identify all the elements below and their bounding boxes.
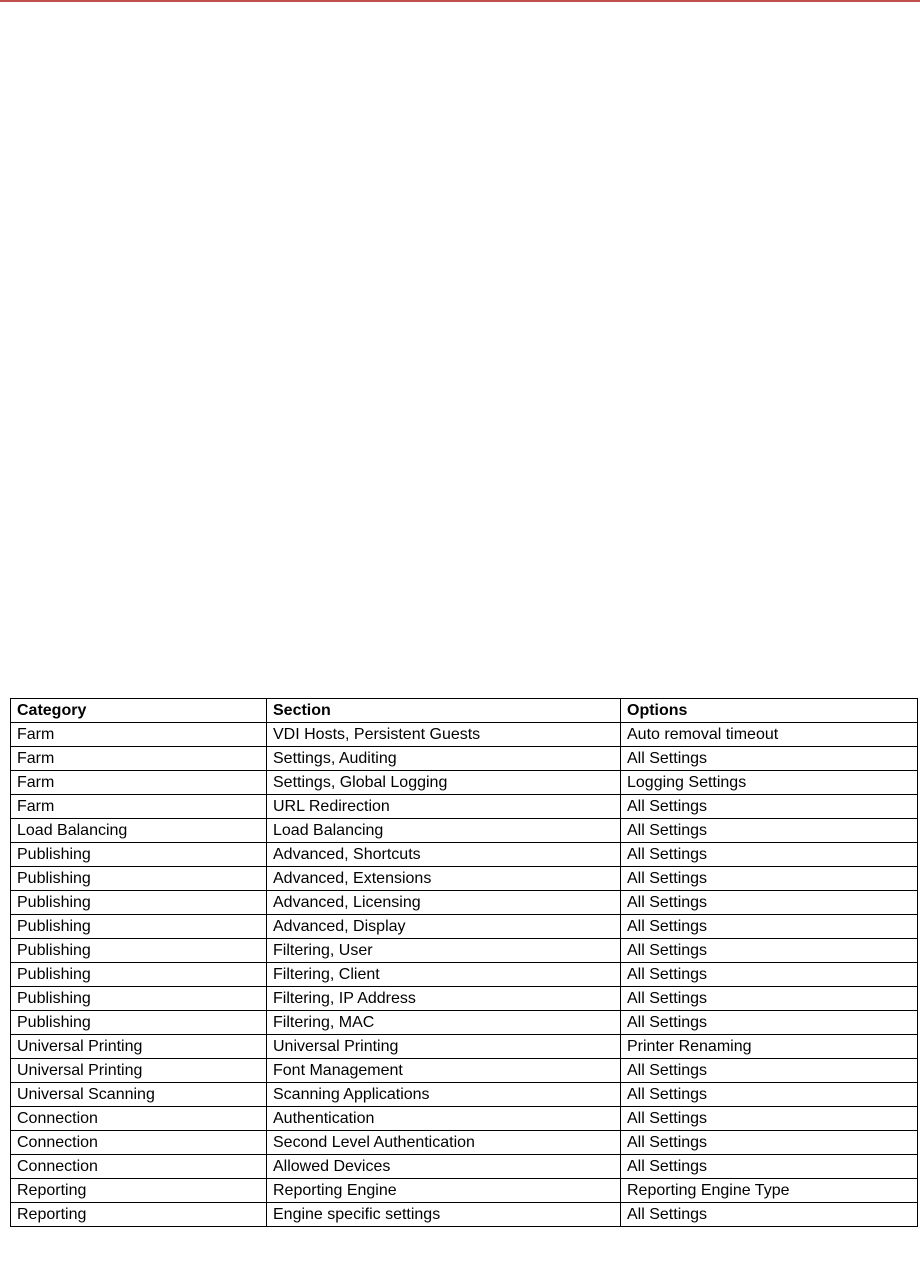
cell-category: Publishing bbox=[11, 939, 267, 963]
cell-category: Publishing bbox=[11, 843, 267, 867]
cell-category: Reporting bbox=[11, 1179, 267, 1203]
table-row bbox=[11, 963, 918, 987]
table-row bbox=[11, 1155, 918, 1179]
cell-section: Allowed Devices bbox=[267, 1155, 621, 1179]
table-row bbox=[11, 819, 918, 843]
cell-options: Logging Settings bbox=[621, 771, 918, 795]
cell-category: Farm bbox=[11, 795, 267, 819]
cell-section: Second Level Authentication bbox=[267, 1131, 621, 1155]
table-row bbox=[11, 723, 918, 747]
table-row bbox=[11, 1083, 918, 1107]
cell-category: Publishing bbox=[11, 915, 267, 939]
table-row bbox=[11, 1179, 918, 1203]
column-header-options: Options bbox=[621, 699, 918, 723]
cell-category: Publishing bbox=[11, 867, 267, 891]
cell-category: Publishing bbox=[11, 963, 267, 987]
cell-options: All Settings bbox=[621, 939, 918, 963]
cell-options: All Settings bbox=[621, 1083, 918, 1107]
cell-category: Farm bbox=[11, 771, 267, 795]
cell-section: VDI Hosts, Persistent Guests bbox=[267, 723, 621, 747]
cell-section: Authentication bbox=[267, 1107, 621, 1131]
table-row bbox=[11, 1011, 918, 1035]
cell-section: Engine specific settings bbox=[267, 1203, 621, 1227]
cell-section: Advanced, Shortcuts bbox=[267, 843, 621, 867]
cell-section: Advanced, Display bbox=[267, 915, 621, 939]
cell-category: Publishing bbox=[11, 891, 267, 915]
settings-table bbox=[10, 698, 918, 1227]
cell-options: Reporting Engine Type bbox=[621, 1179, 918, 1203]
cell-category: Publishing bbox=[11, 1011, 267, 1035]
cell-options: All Settings bbox=[621, 891, 918, 915]
cell-options: All Settings bbox=[621, 843, 918, 867]
cell-category: Connection bbox=[11, 1131, 267, 1155]
cell-section: Filtering, Client bbox=[267, 963, 621, 987]
cell-options: All Settings bbox=[621, 867, 918, 891]
cell-options: All Settings bbox=[621, 987, 918, 1011]
cell-options: Printer Renaming bbox=[621, 1035, 918, 1059]
column-header-section: Section bbox=[267, 699, 621, 723]
table-row bbox=[11, 891, 918, 915]
cell-section: Font Management bbox=[267, 1059, 621, 1083]
cell-category: Connection bbox=[11, 1155, 267, 1179]
table-row bbox=[11, 771, 918, 795]
table-row bbox=[11, 843, 918, 867]
cell-section: Filtering, User bbox=[267, 939, 621, 963]
cell-category: Connection bbox=[11, 1107, 267, 1131]
cell-category: Universal Printing bbox=[11, 1035, 267, 1059]
cell-section: Scanning Applications bbox=[267, 1083, 621, 1107]
table-row bbox=[11, 1059, 918, 1083]
table-row bbox=[11, 1131, 918, 1155]
header-rule bbox=[0, 0, 920, 2]
table-row bbox=[11, 867, 918, 891]
table-row bbox=[11, 939, 918, 963]
cell-category: Universal Printing bbox=[11, 1059, 267, 1083]
cell-section: Filtering, MAC bbox=[267, 1011, 621, 1035]
table-row bbox=[11, 1035, 918, 1059]
cell-section: Advanced, Extensions bbox=[267, 867, 621, 891]
cell-options: All Settings bbox=[621, 915, 918, 939]
cell-category: Farm bbox=[11, 747, 267, 771]
table-row bbox=[11, 987, 918, 1011]
table-row bbox=[11, 795, 918, 819]
cell-section: Settings, Auditing bbox=[267, 747, 621, 771]
column-header-category: Category bbox=[11, 699, 267, 723]
cell-section: URL Redirection bbox=[267, 795, 621, 819]
table-row bbox=[11, 1107, 918, 1131]
cell-options: All Settings bbox=[621, 1131, 918, 1155]
cell-options: All Settings bbox=[621, 819, 918, 843]
cell-category: Farm bbox=[11, 723, 267, 747]
cell-options: All Settings bbox=[621, 1059, 918, 1083]
cell-section: Filtering, IP Address bbox=[267, 987, 621, 1011]
cell-category: Publishing bbox=[11, 987, 267, 1011]
cell-section: Advanced, Licensing bbox=[267, 891, 621, 915]
cell-section: Settings, Global Logging bbox=[267, 771, 621, 795]
cell-options: All Settings bbox=[621, 1011, 918, 1035]
cell-options: All Settings bbox=[621, 1155, 918, 1179]
cell-options: All Settings bbox=[621, 1203, 918, 1227]
table-row bbox=[11, 1203, 918, 1227]
cell-section: Reporting Engine bbox=[267, 1179, 621, 1203]
cell-category: Load Balancing bbox=[11, 819, 267, 843]
table-body bbox=[11, 723, 918, 1227]
cell-options: Auto removal timeout bbox=[621, 723, 918, 747]
cell-section: Universal Printing bbox=[267, 1035, 621, 1059]
table-header-row bbox=[11, 699, 918, 723]
cell-options: All Settings bbox=[621, 747, 918, 771]
table-row bbox=[11, 747, 918, 771]
cell-options: All Settings bbox=[621, 1107, 918, 1131]
cell-category: Reporting bbox=[11, 1203, 267, 1227]
cell-options: All Settings bbox=[621, 795, 918, 819]
cell-section: Load Balancing bbox=[267, 819, 621, 843]
cell-category: Universal Scanning bbox=[11, 1083, 267, 1107]
table-row bbox=[11, 915, 918, 939]
cell-options: All Settings bbox=[621, 963, 918, 987]
